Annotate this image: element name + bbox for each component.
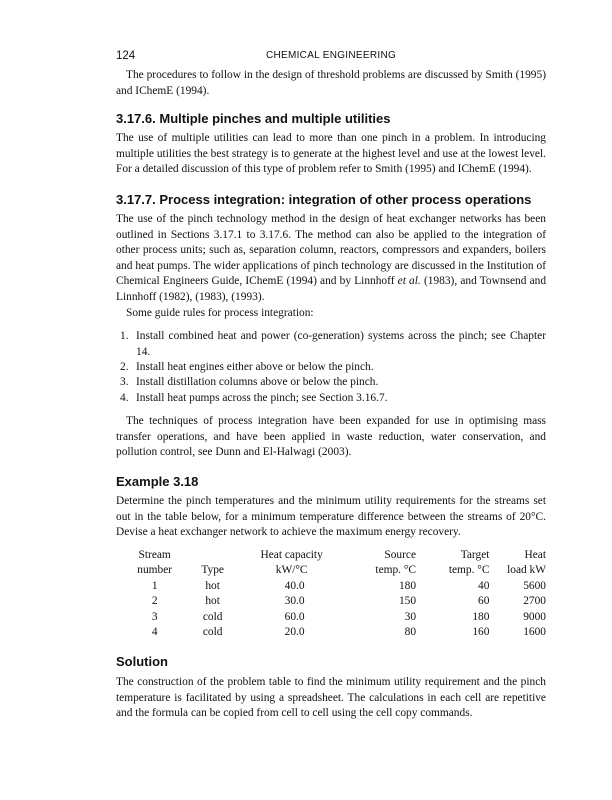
list-item [116, 360, 546, 375]
section-heading-3-17-7: 3.17.7. Process integration: integration of other process operations [116, 191, 532, 207]
table-cell: 160 [472, 626, 490, 639]
table-header-cell: temp. °C [448, 564, 490, 577]
table-cell: 40 [478, 579, 490, 592]
table-row [134, 609, 546, 625]
table-header-cell: number [137, 564, 173, 577]
table-header-row [134, 547, 546, 563]
paragraph-text-part: (1983), and Townsend and Linnhoff (1982), (1983), (1993). [116, 275, 547, 303]
solution-heading: Solution [116, 654, 168, 670]
document-page [116, 50, 546, 722]
section-3-17-7-paragraph [116, 212, 546, 306]
table-cell: 30 [404, 610, 417, 623]
process-integration-paragraph: The techniques of process integration have been expanded for use in optimising mass transfer operations, and have been applied in waste reduction, water conservation, and pollution control, see Dunn and El-Halwagi (2003). [116, 415, 546, 459]
list-item-text: Install heat pumps across the pinch; see Section 3.16.7. [136, 391, 388, 404]
table-cell: 2700 [523, 595, 546, 608]
list-item [116, 329, 546, 360]
stream-data-table [134, 547, 546, 641]
table-cell: 40.0 [284, 579, 305, 592]
list-item-number: 2. [120, 360, 129, 373]
table-header-row [134, 562, 546, 578]
table-cell: cold [202, 626, 223, 639]
table-cell: 20.0 [284, 626, 305, 639]
table-header-cell: load kW [507, 564, 546, 577]
section-heading-3-17-6: 3.17.6. Multiple pinches and multiple utilities [116, 111, 391, 127]
table-cell: 180 [472, 610, 490, 623]
list-item [116, 391, 546, 406]
section-3-17-6-paragraph: The use of multiple utilities can lead to more than one pinch in a problem. In introducing multiple utilities the best strategy is to generate at the highest level and use at the lowest level. For a detailed discussion of this type of problem refer to Smith (1995) and IChemE (1994). [116, 132, 546, 176]
table-cell: cold [202, 610, 223, 623]
list-item-number: 1. [120, 330, 129, 343]
table-cell: hot [205, 595, 220, 608]
table-cell: 2 [151, 595, 158, 608]
table-cell: 1600 [523, 626, 546, 639]
table-cell: 60 [478, 595, 490, 608]
table-header-cell: Target [460, 548, 490, 561]
table-cell: 3 [151, 610, 158, 623]
table-cell: 60.0 [284, 610, 305, 623]
list-item-text: Install combined heat and power (co-generation) systems across the pinch; see Chapter 14. [136, 330, 546, 358]
example-heading: Example 3.18 [116, 473, 199, 489]
table-cell: 5600 [523, 579, 546, 592]
table-cell: 4 [151, 626, 158, 639]
solution-paragraph: The construction of the problem table to find the minimum utility requirement and the pinch temperature is facilitated by using a spreadsheet. The calculations in each cell are repetitive and the formula can be copied from cell to cell using the cell copy commands. [116, 676, 546, 720]
list-item-text: Install heat engines either above or below the pinch. [136, 360, 374, 373]
list-item-text: Install distillation columns above or below the pinch. [136, 376, 379, 389]
table-header-cell: kW/°C [275, 564, 308, 577]
guide-rules-list [116, 329, 546, 406]
table-cell: 150 [398, 595, 417, 608]
table-cell: 30.0 [284, 595, 305, 608]
running-title: CHEMICAL ENGINEERING [265, 50, 397, 61]
table-cell: 180 [398, 579, 417, 592]
list-item-number: 3. [120, 376, 129, 389]
paragraph-text-part: The use of the pinch technology method in the design of heat exchanger networks has been outlined in Sections 3.17.1 to 3.17.6. The method can also be applied to the integration of other process units; such as, separation column, reactors, compressors and expanders, boilers and heat pumps. The wider applications of pinch technology are discussed in the Institution of Chemical Engineers Guide, IChemE (1994) and by Linnhoff [116, 212, 546, 288]
et-al-italic: et al. [397, 275, 421, 288]
table-row [134, 625, 546, 641]
table-header-cell: Stream [138, 548, 171, 561]
table-header-cell [175, 547, 250, 563]
page-number: 124 [116, 50, 136, 62]
table-row [134, 594, 546, 610]
table-cell: 1 [151, 579, 158, 592]
example-paragraph: Determine the pinch temperatures and the minimum utility requirements for the streams set out in the table below, for a minimum temperature difference between the streams of 20°C. Devise a heat exchanger network to achieve the maximum energy recovery. [116, 494, 546, 539]
intro-paragraph: The procedures to follow in the design of threshold problems are discussed by Smith (1995) and IChemE (1994). [116, 69, 546, 97]
table-header-cell: Type [201, 564, 224, 577]
running-head [116, 50, 546, 68]
table-row [134, 578, 546, 594]
table-cell: hot [205, 579, 220, 592]
table-header-cell: Source [384, 548, 417, 561]
table-header-cell: Heat capacity [260, 548, 323, 561]
table-cell: 80 [404, 626, 417, 639]
list-item [116, 375, 546, 390]
table-cell: 9000 [523, 610, 546, 623]
table-header-cell: temp. °C [375, 564, 417, 577]
list-item-number: 4. [120, 391, 129, 404]
guide-rules-intro: Some guide rules for process integration: [126, 306, 314, 319]
table-header-cell: Heat [524, 548, 546, 561]
